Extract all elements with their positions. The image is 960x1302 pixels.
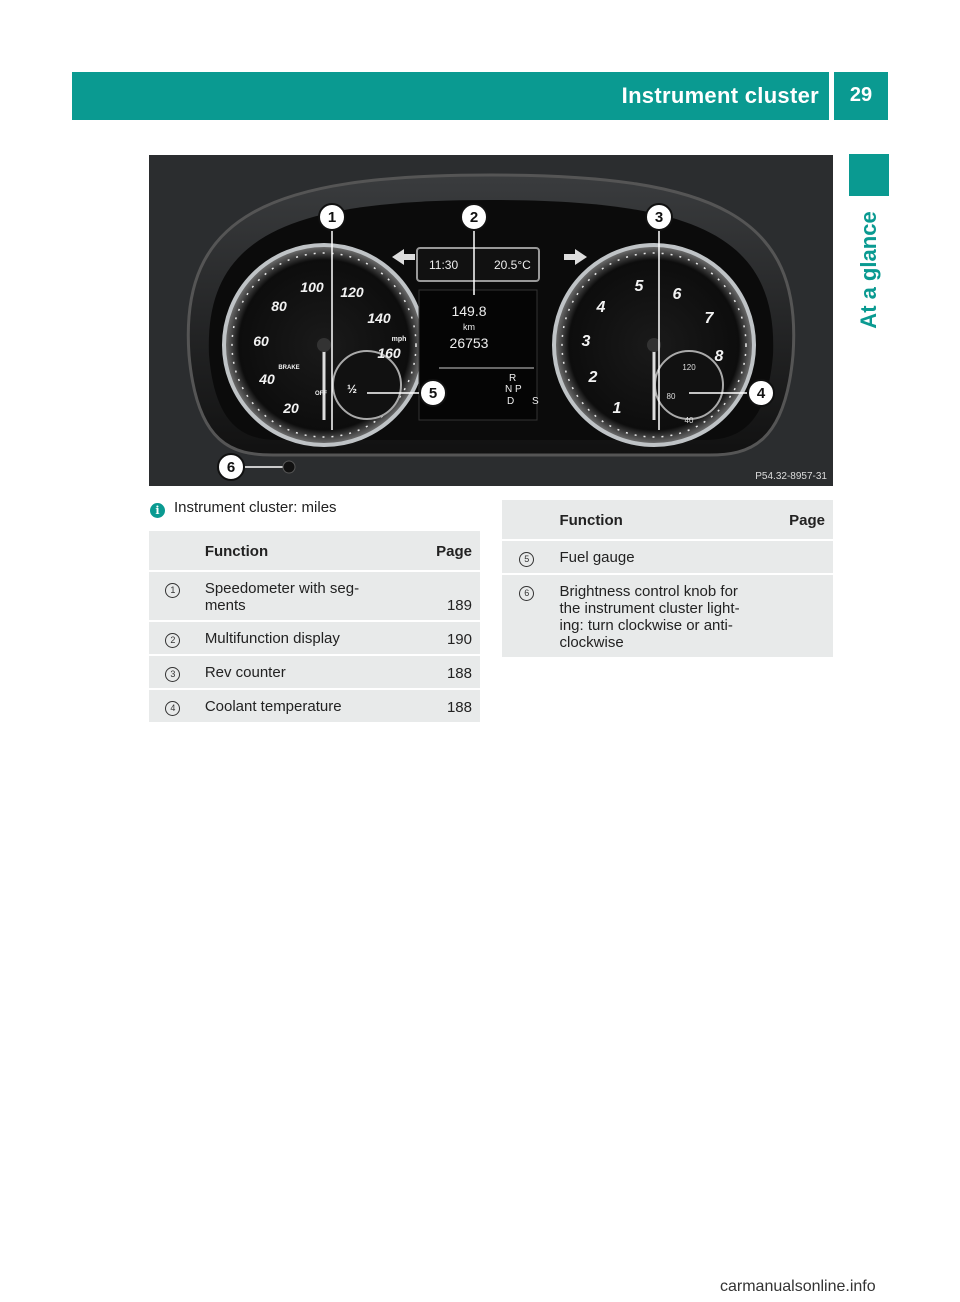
speedo-label: 160 bbox=[377, 345, 401, 361]
item-number: 4 bbox=[165, 701, 180, 716]
gear-r: R bbox=[509, 373, 517, 384]
side-marker bbox=[849, 154, 889, 196]
watermark: carmanualsonline.info bbox=[720, 1278, 876, 1295]
speedo-label: 100 bbox=[300, 279, 324, 295]
callout-5-label: 5 bbox=[428, 385, 438, 402]
table-row bbox=[149, 622, 480, 654]
rev-label: 7 bbox=[704, 310, 714, 327]
function-table-left bbox=[149, 529, 480, 724]
rev-label: 5 bbox=[634, 278, 644, 295]
fuel-gauge bbox=[333, 351, 401, 419]
column-header-page: Page bbox=[771, 500, 833, 539]
page-ref bbox=[771, 575, 833, 657]
function-cell: Rev counter bbox=[197, 656, 420, 688]
speedo-label: 40 bbox=[259, 371, 275, 387]
speedo-label: 80 bbox=[271, 298, 287, 314]
rev-label: 4 bbox=[596, 299, 606, 316]
figure-caption bbox=[150, 499, 337, 518]
rev-label: 1 bbox=[612, 400, 622, 417]
gear-d: D bbox=[507, 396, 515, 407]
table-row bbox=[502, 575, 833, 657]
display-odometer: 26753 bbox=[449, 335, 489, 351]
item-number: 3 bbox=[165, 667, 180, 682]
caption-text: Instrument cluster: miles bbox=[174, 499, 337, 516]
coolant-gauge bbox=[655, 351, 723, 419]
column-header-page: Page bbox=[420, 531, 480, 570]
page-number-box bbox=[834, 72, 888, 120]
callout-2-label: 2 bbox=[469, 209, 479, 226]
coolant-label: 40 bbox=[684, 416, 694, 425]
display-temp: 20.5°C bbox=[494, 258, 531, 272]
table-header-row bbox=[502, 500, 833, 539]
column-header-function: Function bbox=[551, 500, 771, 539]
side-tab bbox=[848, 200, 890, 340]
cluster-illustration bbox=[149, 155, 833, 486]
off-label: OFF bbox=[315, 391, 327, 397]
table-row bbox=[149, 572, 480, 620]
function-cell: Coolant temperature bbox=[197, 690, 420, 722]
function-cell: Fuel gauge bbox=[551, 541, 771, 573]
page-ref-link[interactable]: 188 bbox=[420, 690, 480, 722]
speedo-unit: mph bbox=[391, 336, 407, 343]
figure-code: P54.32-8957-31 bbox=[755, 471, 827, 482]
column-header-function: Function bbox=[197, 531, 420, 570]
speedo-label: 120 bbox=[340, 284, 364, 300]
page-number: 29 bbox=[849, 84, 873, 106]
page-ref-link[interactable]: 190 bbox=[420, 622, 480, 654]
function-cell: Speedometer with seg- ments bbox=[197, 572, 420, 620]
item-number: 6 bbox=[519, 586, 534, 601]
table-row bbox=[502, 541, 833, 573]
rev-label: 8 bbox=[714, 348, 724, 365]
function-cell: Brightness control knob for the instrument cluster light- ing: turn clockwise or anti- clockwise bbox=[551, 575, 771, 657]
function-cell: Multifunction display bbox=[197, 622, 420, 654]
page-ref-link[interactable]: 189 bbox=[420, 572, 480, 620]
item-number: 2 bbox=[165, 633, 180, 648]
display-trip: 149.8 bbox=[451, 303, 487, 319]
rev-label: 2 bbox=[588, 369, 598, 386]
rev-label: 6 bbox=[672, 286, 682, 303]
speedo-label: 20 bbox=[283, 400, 299, 416]
header-bar bbox=[72, 72, 829, 120]
callout-6-label: 6 bbox=[226, 459, 236, 476]
callout-3-label: 3 bbox=[654, 209, 664, 226]
side-tab-label: At a glance bbox=[856, 211, 881, 329]
table-row bbox=[149, 690, 480, 722]
display-time: 11:30 bbox=[429, 258, 459, 272]
info-icon: i bbox=[150, 503, 165, 518]
coolant-label: 80 bbox=[666, 392, 676, 401]
callout-4-label: 4 bbox=[756, 385, 766, 402]
item-number: 5 bbox=[519, 552, 534, 567]
speedo-label: 140 bbox=[367, 310, 391, 326]
table-header-row bbox=[149, 531, 480, 570]
fuel-half-label: ½ bbox=[346, 382, 358, 396]
gear-np: N P bbox=[505, 384, 522, 395]
item-number: 1 bbox=[165, 583, 180, 598]
instrument-cluster-photo bbox=[149, 155, 833, 486]
speedo-label: 60 bbox=[253, 333, 269, 349]
page-ref-link[interactable]: 188 bbox=[420, 656, 480, 688]
function-table-right bbox=[502, 498, 833, 659]
coolant-label: 120 bbox=[682, 363, 696, 372]
brake-label: BRAKE bbox=[278, 365, 300, 371]
callout-1-label: 1 bbox=[327, 209, 337, 226]
page-ref bbox=[771, 541, 833, 573]
rev-label: 3 bbox=[581, 333, 591, 350]
section-title: Instrument cluster bbox=[621, 83, 819, 108]
display-unit: km bbox=[463, 322, 475, 332]
table-row bbox=[149, 656, 480, 688]
gear-s: S bbox=[532, 396, 539, 407]
